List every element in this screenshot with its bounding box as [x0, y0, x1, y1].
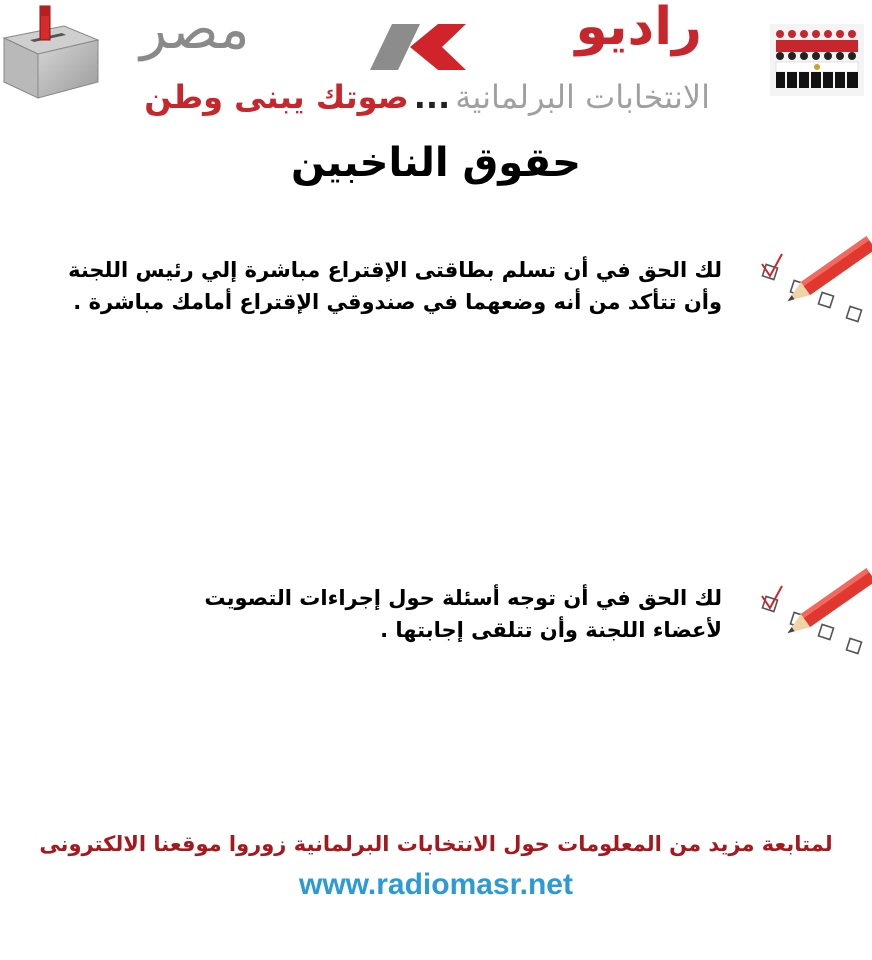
right-line: لك الحق في أن تسلم بطاقتى الإقتراع مباشرة إلي رئيس اللجنة [68, 258, 722, 282]
website-link[interactable]: www.radiomasr.net [299, 868, 573, 901]
footer-note: لمتابعة مزيد من المعلومات حول الانتخابات البرلمانية زوروا موقعنا الالكترونى [39, 832, 833, 856]
tagline [144, 78, 710, 124]
right-line: لك الحق في أن توجه أسئلة حول إجراءات التصويت [204, 586, 722, 610]
right-line: لأعضاء اللجنة وأن تتلقى إجابتها . [380, 618, 722, 642]
brand-masr: مصر [140, 0, 250, 62]
right-item-1 [68, 254, 722, 318]
brand-radio: راديو [575, 0, 702, 57]
right-item-2 [204, 582, 722, 646]
page-title: حقوق الناخبين [291, 140, 581, 186]
ballot-box-icon [0, 0, 108, 104]
checklist-pencil-icon [752, 224, 872, 334]
chevron-logo-icon [370, 22, 470, 72]
tagline-ellipsis: ... [413, 78, 451, 116]
right-line: وأن تتأكد من أنه وضعهما في صندوقي الإقتراع أمامك مباشرة . [73, 290, 722, 314]
election-label: الانتخابات البرلمانية [455, 78, 710, 116]
voters-flag-logo-icon [770, 24, 864, 96]
checklist-pencil-icon [752, 556, 872, 666]
slogan: صوتك يبنى وطن [144, 78, 409, 116]
